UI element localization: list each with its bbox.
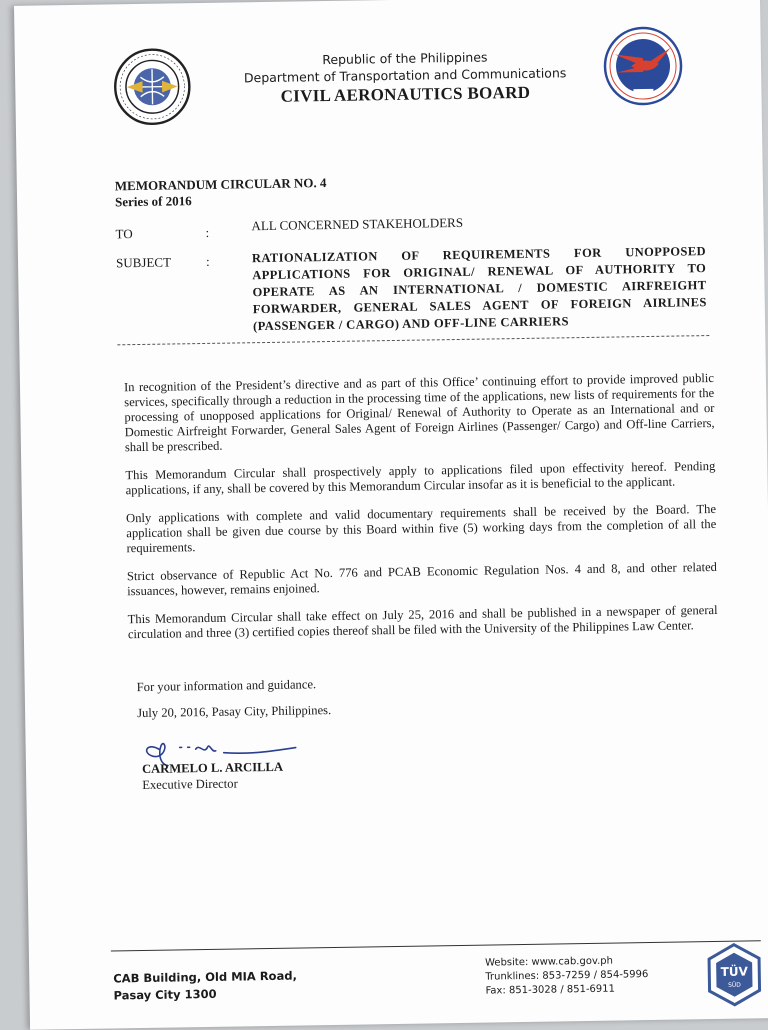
letterhead-line-2: Department of Transportation and Communications bbox=[243, 65, 567, 86]
paragraph-5: This Memorandum Circular shall take effect on July 25, 2016 and shall be published in a newspaper of general circulation and three (3) certified copies thereof shall be filed with the University of the Philippines Law Center. bbox=[127, 602, 718, 642]
address-line-2: Pasay City 1300 bbox=[113, 986, 217, 1003]
website-text: Website: www.cab.gov.ph bbox=[485, 955, 614, 969]
subject-label: SUBJECT bbox=[115, 254, 172, 271]
signer-name: CARMELO L. ARCILLA bbox=[141, 759, 284, 777]
memorandum-page bbox=[14, 0, 768, 1030]
memorandum-number: MEMORANDUM CIRCULAR NO. 4 bbox=[114, 175, 327, 194]
dateline: July 20, 2016, Pasay City, Philippines. bbox=[137, 703, 332, 721]
letterhead-line-1: Republic of the Philippines bbox=[322, 49, 488, 68]
fax-text: Fax: 851-3028 / 851-6911 bbox=[485, 983, 616, 997]
paragraph-3: Only applications with complete and valid documentary requirements shall be received by the Board. The application shall be given due course by this Board within five (5) working days from the completion of all the requirements. bbox=[125, 501, 717, 556]
dashed-divider bbox=[117, 335, 709, 345]
footer-divider bbox=[111, 940, 761, 951]
footer-contact bbox=[485, 954, 649, 999]
letterhead-agency-name: CIVIL AERONAUTICS BOARD bbox=[280, 82, 531, 106]
tuv-text: TÜV bbox=[720, 964, 748, 979]
paragraph-4: Strict observance of Republic Act No. 776 and PCAB Economic Regulation Nos. 4 and 8, and other related issuances, however, remains enjoined. bbox=[126, 559, 718, 599]
trunklines-text: Trunklines: 853-7259 / 854-5996 bbox=[485, 969, 649, 983]
footer-address bbox=[113, 968, 297, 1005]
letterhead bbox=[215, 47, 596, 109]
address-line-1: CAB Building, Old MIA Road, bbox=[113, 968, 297, 986]
memorandum-series: Series of 2016 bbox=[114, 193, 192, 210]
civil-aeronautics-board-seal-icon bbox=[113, 47, 192, 126]
dotc-seal-icon bbox=[602, 25, 683, 106]
to-label: TO bbox=[115, 226, 133, 242]
memorandum-body bbox=[124, 371, 718, 655]
to-colon: : bbox=[205, 224, 210, 240]
signer-title: Executive Director bbox=[142, 776, 238, 793]
closing-line: For your information and guidance. bbox=[136, 677, 317, 695]
tuv-sud-certification-icon bbox=[705, 942, 764, 1007]
subject-colon: : bbox=[205, 253, 210, 269]
paragraph-2: This Memorandum Circular shall prospectively apply to applications filed upon effectivity hereof. Pending applications, if any, shall be covered by this Memorandum Circular insofar as it is beneficial to the applicant. bbox=[125, 458, 716, 498]
subject-text: RATIONALIZATION OF REQUIREMENTS FOR UNOPPOSED APPLICATIONS FOR ORIGINAL/ RENEWAL OF AUTHORITY TO OPERATE AS AN INTERNATIONAL / DOMESTIC AIRFREIGHT FORWARDER, GENERAL SALES AGENT OF FOREIGN AIRLINES (PASSENGER / CARGO) AND OFF-LINE CARRIERS bbox=[251, 244, 707, 334]
to-recipient: ALL CONCERNED STAKEHOLDERS bbox=[251, 214, 464, 234]
sud-text: SÜD bbox=[728, 981, 741, 989]
paragraph-1: In recognition of the President’s directive and as part of this Office’ continuing effort to provide improved public services, specifically through a reduction in the processing time of the applications, new lists of requirements for the processing of unopposed applications for Original/ Renewal of Authority to Operate as an International and or Domestic Airfreight Forwarder, General Sales Agent of Foreign Airlines (Passenger/ Cargo) and Off-line Carriers, shall be prescribed. bbox=[123, 370, 715, 455]
